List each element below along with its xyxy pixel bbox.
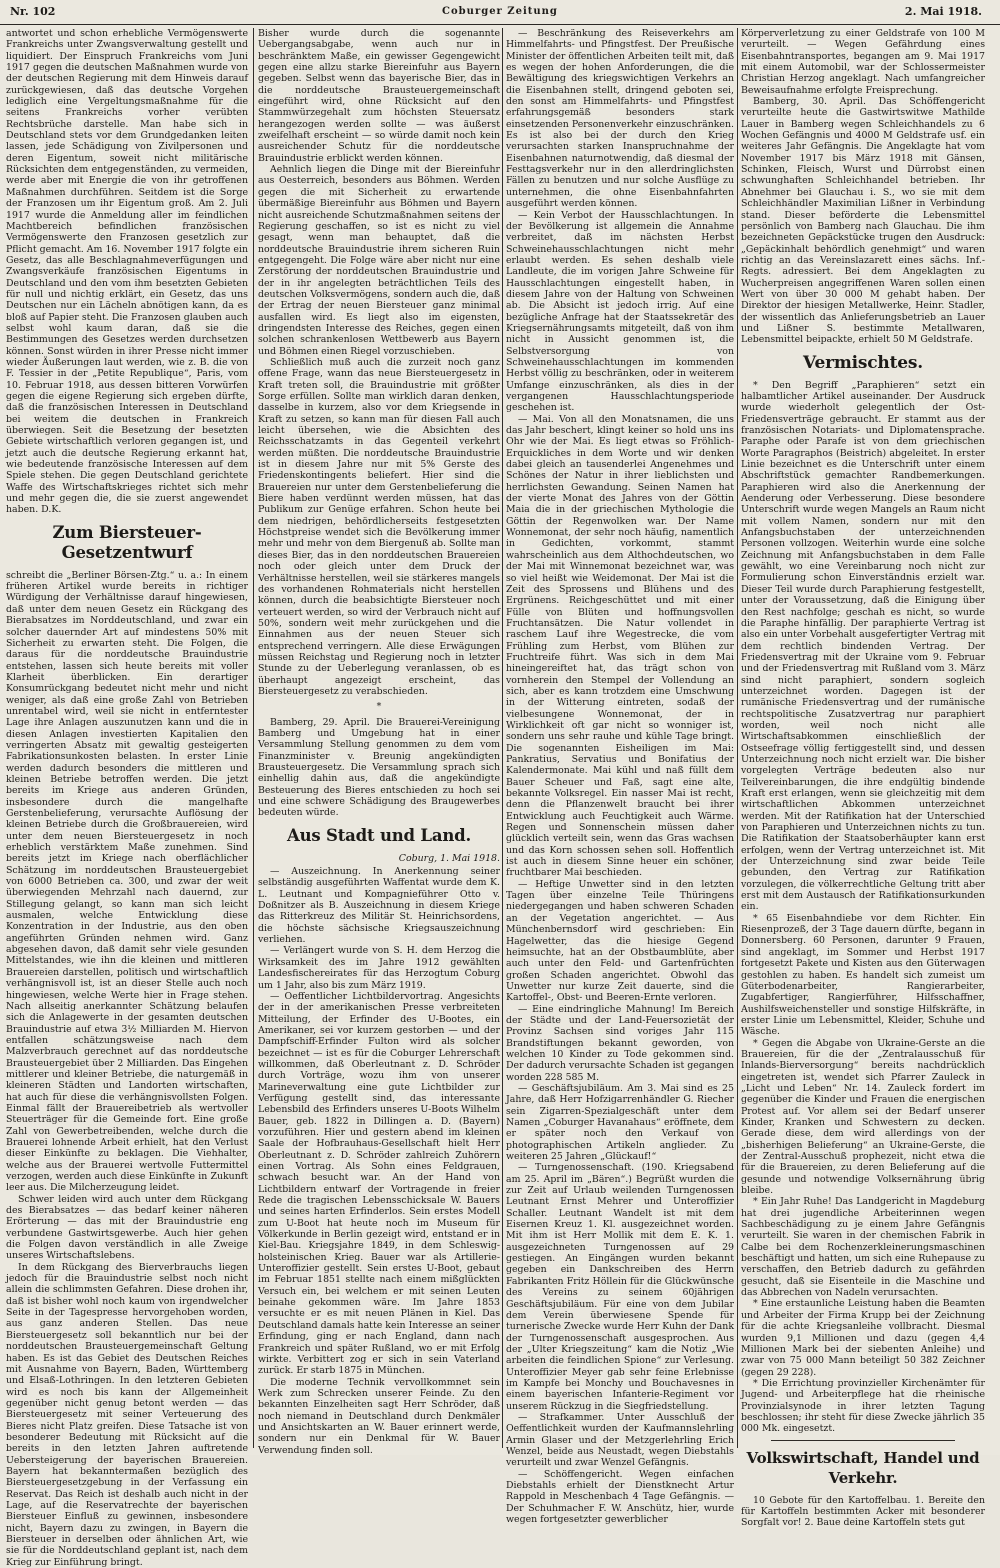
news-item: — Oeffentlicher Lichtbildervortrag. Angesichts der in der amerikanischen Presse verbreiteten Mitteilung, der Erfinder des U-Bootes, ein Amerikaner, sei vor kurzem gestorben — und der Dampfschiff-Erfinder Fulton wird als solcher bezeichnet — ist es für die Coburger Lehrerschaft willkommen, daß Oberleutnant z. D. Schröder durch Vorträge, wozu ihm von unserer Marineverwaltung eine gute Lichtbilder zur Verfügung gestellt sind, das interessante Lebensbild des Erfinders unseres U-Boots Wilhelm Bauer, geb. 1822 in Dillingen a. D. (Bayern) vorzuführen. Hier und gestern abend im kleinen Saale der Hofbrauhaus-Gesellschaft hielt Herr Oberleutnant z. D. Schröder zahlreich Zuhörern einen Vortrag. Als Sohn eines Feldgrauen, schwach besucht war. An der Hand von Lichtbildern entwarf der Vortragende in freier Rede die tragischen Lebensschicksale W. Bauers und seines harten Erfinderlos. Sein erstes Modell zum U-Boot hat heute noch im Museum für Völkerkunde in Berlin gezeigt wird, entstand er in Kiel-Bau. Kriegsjahre 1849, in dem Schleswig-holsteinischen Krieg. Bauer war als Artillerie-Unteroffizier gestellt. Sein erstes U-Boot, gebaut im Februar 1851 stellte nach einem mißglückten Versuch ein, bei welchem er mit seinen Leuten beinahe gekommen wäre. Im Jahre 1853 versuchte er es mit neuen Plänen in Kiel. Das Deutschland damals hatte kein Interesse an seiner Erfindung, ging er nach England, dann nach Frankreich und später Rußland, wo er mit Erfolg wirkte. Verbittert zog er sich in sein Vaterland zurück. Er starb 1875 in München.: [258, 990, 500, 1377]
column-3: [506, 28, 734, 1526]
news-item: * Die Errichtung provinzieller Kirchenämter für Jugend- und Arbeiterpflege hat die rheinische Provinzialsynode in ihrer letzten Tagung beschlossen; ihr steht für diese Zwecke jährlich 35 000 Mk. eingesetzt.: [741, 1377, 985, 1435]
article-paragraph: Bisher wurde durch die sogenannte Uebergangsabgabe, wenn auch nur in beschränktem Maße, ein gewisser Gegengewicht gegen eine allzu starke Biereinfuhr aus Bayern gegeben. Selbst wenn das bayerische Bier, das in die norddeutsche Brausteuergemeinschaft eingeführt wird, ohne Rücksicht auf den Stammwürzegehalt zum höchsten Steuersatz herangezogen werden sollte — was äußerst zweifelhaft erscheint — so würde damit noch kein ausreichender Schutz für die norddeutsche Brauindustrie erblickt werden können.: [258, 28, 500, 164]
issue-number: Nr. 102: [10, 5, 56, 18]
article-paragraph: Schließlich muß auch die zurzeit noch ganz offene Frage, wann das neue Biersteuergesetz in Kraft treten soll, die Brauindustrie mit größter Sorge erfüllen. Sollte man wirklich daran denken, dasselbe in kurzem, also vor dem Kriegsende in Kraft zu setzen, so kann man für diesen Fall auch leicht übersehen, wie die Absichten des Reichsschatzamts in das Gegenteil verkehrt werden müßten. Die norddeutsche Brauindustrie ist in diesem Jahre nur mit 5% Gerste des Friedenskontingents beliefert. Hier sind die Brauereien nur unter dem Gerstenbelieferung die Biere haben verdünnt werden müssen, hat das Publikum zur Genüge erfahren. Schon heute bei dem niedrigen, behördlicherseits festgesetzten Höchstpreise wendet sich die Bevölkerung immer mehr und mehr von dem Biergenuß ab. Sollte man dieses Bier, das in den norddeutschen Brauereien noch oder gleich unter dem Druck der Verhältnisse herstellen, weil sie stärkeres mangels des vorhandenen Rohmaterials nicht herstellen können, durch die beabsichtigte Biersteuer noch verteuert werden, so wird der Verbrauch nicht auf 50%, sondern weit mehr zurückgehen und die Einnahmen aus der neuen Steuer sich entsprechend verringern. Alle diese Erwägungen müssen Reichstag und Regierung noch in letzter Stunde zu der Ueberlegung veranlassen, ob es überhaupt angezeigt erscheint, das Biersteuergesetz zu verabschieden.: [258, 356, 500, 697]
section-heading: Aus Stadt und Land.: [286, 825, 471, 845]
news-item: — Beschränkung des Reiseverkehrs am Himmelfahrts- und Pfingstfest. Der Preußische Minister der öffentlichen Arbeiten teilt mit, daß es wegen der hohen Anforderungen, die die Bewältigung des kriegswichtigen Verkehrs an die Eisenbahnen stellt, dringend geboten sei, den sonst am Himmelfahrts- und Pfingstfest erfahrungsgemäß besonders stark einsetzenden Personenverkehr einzuschränken. Es ist also bei der durch den Krieg verursachten starken Inanspruchnahme der Eisenbahnen naturnotwendig, daß diesmal der Festtagsverkehr nur in den allerdringlichsten Fällen zu benutzen und nur solche Ausflüge zu unternehmen, die ohne Eisenbahnfahrten ausgeführt werden können.: [506, 28, 734, 210]
news-item: — Heftige Unwetter sind in den letzten Tagen über einzelne Teile Thüringens niedergegangen und haben schweren Schaden an der Vegetation angerichtet. — Aus Münchenbernsdorf wird geschrieben: Ein Hagelwetter, das die hiesige Gegend heimsuchte, hat an der Obstbaumblüte, aber auch unter den Feld- und Gartenfrüchten großen Schaden angerichtet. Obwohl das Unwetter nur kurze Zeit dauerte, sind die Kartoffel-, Obst- und Beeren-Ernte verloren.: [506, 878, 734, 1004]
news-item: Körperverletzung zu einer Geldstrafe von 100 M verurteilt. — Wegen Gefährdung eines Eisenbahntransportes, begangen am 9. Mai 1917 mit einem Automobil, war der Schlossermeister Christian Herzog angeklagt. Nach umfangreicher Beweisaufnahme erfolgte Freisprechung.: [741, 28, 985, 96]
column-1: [6, 28, 248, 1568]
column-rule: [253, 28, 254, 1448]
news-item: — Turngenossenschaft. (190. Kriegsabend am 25. April im „Bären“.) Begrüßt wurden die zur Zeit auf Urlaub weilenden Turngenossen Leutnant Ernst Mehrer und Unteroffizier Schaller. Leutnant Wandelt ist mit dem Eisernen Kreuz 1. Kl. ausgezeichnet worden. Mit ihm ist Herr Mollik mit dem E. K. 1. ausgezeichneten Turngenossen auf 29 gestiegen. An Eingängen wurden bekannt gegeben ein Dankschreiben des Herrn Fabrikanten Fritz Höllein für die Glückwünsche des Vereins zu seinem 60jährigen Geschäftsjubiläum. Für eine von dem Jubilar dem Verein überwiesene Spende für turnerische Zwecke wurde Herr Kuhn der Dank der Turngenossenschaft ausgesprochen. Aus der „Ulter Kriegszeitung“ kam die Notiz „Wie arbeiten die feindlichen Spione“ zur Verlesung. Unteroffizier Meyer gab sehr feine Erlebnisse im Kampfe bei Monchy und Bouchavesnes in einem bayerischen Infanterie-Regiment vor unserem Rückzug in die Siegfriedstellung.: [506, 1162, 734, 1412]
article-paragraph: antwortet und schon erhebliche Vermögenswerte Frankreichs unter Zwangsverwaltung gestellt und liquidiert. Der Einspruch Frankreichs vom Juni 1917 gegen die deutschen Maßnahmen wurde von der deutschen Regierung mit dem Hinweis darauf zurückgewiesen, daß das deutsche Vorgehen lediglich eine Vergeltungsmaßnahme für die seitens Frankreichs vorher verübten Rechtsbrüche darstelle. Man habe sich in Deutschland stets vor dem Grundgedanken leiten lassen, jede Schädigung von Zivilpersonen und deren Eigentum, soweit nicht militärische Rücksichten dem entgegenständen, zu vermeiden, werde aber mit Energie die von ihr getroffenen Maßnahmen durchführen. Seitdem ist die Sorge der Franzosen um ihr Eigentum groß. Am 2. Juli 1917 wurde die Anmeldung aller im feindlichen Machtbereich befindlichen französischen Vermögenswerte den Franzosen gesetzlich zur Pflicht gemacht. Am 16. November 1917 folgte ein Gesetz, das alle Beschlagnahmeverfügungen und Zwangsverkäufe französischen Eigentums in Deutschland und den vom ihm besetzten Gebieten für null und nichtig erklärt, ein Gesetz, das uns Deutschen nur ein Lächeln abnötigen kann, da es bloß auf Papier steht. Die Franzosen glauben auch selbst wohl kaum daran, daß sie die Bestimmungen des Gesetzes werden durchsetzen können. Sonst würden in ihrer Presse nicht immer wieder Äußerungen laut werden, wie z. B. die von F. Tessier in der „Petite Republique“, Paris, vom 10. Februar 1918, aus dessen bitteren Vorwürfen gegen die eigene Regierung sich ergeben dürfte, daß die französischen Interessen in Deutschland bei weitem die deutschen in Frankreich überwiegen. Seit die Besetzung der besetzten Gebiete wirtschaftlich verloren gegangen ist, und jetzt auch die deutsche Regierung erkannt hat, wie bedeutende französische Interessen auf dem Spiele stehen. Die gegen Deutschland gerichtete Waffe des Wirtschaftskrieges richtet sich mehr und mehr gegen die, die sie zuerst angewendet haben. D.K.: [6, 28, 248, 516]
news-item: Die moderne Technik vervollkommnet sein Werk zum Schrecken unserer Feinde. Zu den bekannten Einzelheiten sagt Herr Schröder, daß noch niemand in Deutschland durch Denkmäler und Ansichtskarten an W. Bauer erinnert werde, sondern nur ein Denkmal für W. Bauer Verwendung finden soll.: [258, 1376, 500, 1456]
news-item: — Kein Verbot der Hausschlachtungen. In der Bevölkerung ist allgemein die Annahme verbreitet, daß im nächsten Herbst Schweinehausschlachtungen nicht mehr erlaubt werden. Es sehen deshalb viele Landleute, die im vorigen Jahre Schweine für Hausschlachtungen eingestellt haben, in diesem Jahre von der Haltung von Schweinen ab. Die Absicht ist jedoch irrig. Auf eine bezügliche Anfrage hat der Staatssekretär des Kriegsernährungsamts mitgeteilt, daß von ihm nicht in Aussicht genommen ist, die Selbstversorgung von Schweinehausschlachtungen im kommenden Herbst völlig zu beschränken, oder in weiterem Umfange einzuschränken, als dies in der vergangenen Hausschlachtungsperiode geschehen ist.: [506, 209, 734, 414]
column-rule: [502, 28, 503, 1448]
masthead: [0, 0, 1000, 25]
news-item: * Gegen die Abgabe von Ukraine-Gerste an die Brauereien, für die der „Zentralausschuß für Inlands-Bierversorgung“ bereits nachdrücklich eingetreten ist, wendet sich Pfarrer Zauleck in „Licht und Leben“ Nr. 14. Zauleck fordert im gegenüber die Kinder und Frauen die energischen Protest auf. Vor allem sei der Bedarf unserer Kinder, Kranken und Schwestern zu decken. Gerade diese, dem wird allerdings von der „bisherhigen Belieferung“ an Ukraine-Gerste, die der Zentral-Ausschuß prophezeit, nicht etwa die für die Brauereien, zu deren Belieferung auf die gesunde und notwendige Volksernährung übrig bleibe.: [741, 1037, 985, 1197]
news-item: — Eine eindringliche Mahnung! Im Bereich der Städte und der Land-Feuersozietät der Provinz Sachsen sind voriges Jahr 115 Brandstiftungen bekannt geworden, von welchen 10 Kinder zu Tode gekommen sind. Der dadurch verursachte Schaden ist gegangen worden 228 585 M.: [506, 1003, 734, 1083]
news-item: — Schöffengericht. Wegen einfachen Diebstahls erhielt der Dienstknecht Artur Rappold in Meschenbach 4 Tage Gefängnis. — Der Schuhmacher F. W. Anschütz, hier, wurde wegen fortgesetzter gewerblicher: [506, 1468, 734, 1526]
news-item: * Den Begriff „Paraphieren“ setzt ein halbamtlicher Artikel auseinander. Der Ausdruck wurde wiederholt gelegentlich der Ost-Friedensverträge gebraucht. Er stammt aus der französischen Notariats- und Diplomatensprache. Paraphe oder Parafe ist von dem griechischen Worte Paragraphos (Beistrich) abgeleitet. In erster Linie bezeichnet es die Unterschrift unter einem Abschriftstück gemachter Randbemerkungen. Paraphieren wird also die Anerkennung der Aenderung oder Verbesserung. Diese besondere Unterschrift wurde wegen Mangels an Raum nicht mit vollem Namen, sondern nur mit den Anfangsbuchstaben der unterzeichnenden Personen vollzogen. Weiterhin wurde eine solche Zeichnung mit Anfangsbuchstaben in dem Falle gewählt, wo eine Vereinbarung noch nicht zur Formulierung schon Einverständnis erzielt war. Dieser Teil wurde durch Paraphierung festgestellt, unter der Voraussetzung, daß die Einigung über den Rest nachfolge; geschah es nicht, so wurde die Paraphe hinfällig. Der paraphierte Vertrag ist also ein unter Vorbehalt ausgefertigter Vertrag mit dem rechtlich bindenden Vertrag. Der Friedensvertrag mit der Ukraine vom 9. Februar und der Friedensvertrag mit Rußland vom 3. März sind nicht paraphiert, sondern sogleich unterzeichnet worden. Dagegen ist der rumänische Friedensvertrag und der rumänische rechtspolitische Zusatzvertrag nur paraphiert worden, weil noch nicht alle Wirtschaftsabkommen einschließlich der Ostseefrage völlig fertiggestellt sind, und dessen Unterzeichnung noch nicht erzielt war. Die bisher vorgelegten Verträge bedeuten also nur Teilvereinbarungen, die ihre endgültig bindende Kraft erst erlangen, wenn sie gleichzeitig mit dem wirtschaftlichen Abkommen unterzeichnet werden. Mit der Ratifikation hat der Unterschied von Paraphieren und Unterzeichnen nichts zu tun. Die Ratifikation der Staatsoberhäupter kann erst erfolgen, wenn der Vertrag unterzeichnet ist. Mit der Unterzeichnung sind zwar beide Teile gebunden, den Vertrag zur Ratifikation vorzulegen, die völkerrechtliche Geltung tritt aber erst mit dem Austausch der Ratifikationsurkunden ein.: [741, 379, 985, 913]
section-heading: Volkswirtschaft, Handel und Verkehr.: [746, 1448, 980, 1487]
section-heading: Vermischtes.: [803, 352, 923, 373]
column-2: [258, 28, 500, 1456]
divider: [771, 1440, 955, 1441]
news-item: — Mai. Von all den Monatsnamen, die uns das Jahr beschert, klingt keiner so hold uns ins Ohr wie der Mai. Es liegt etwas so Fröhlich-Erquickliches in dem Worte und wir denken dabei gleich an tausenderlei Angenehmes und Schönes der Natur in ihrer lieblichsten und herrlichsten Gewandung. Seinen Namen hat der vierte Monat des Jahres von der Göttin Maia die in der griechischen Mythologie die Göttin der Regenwolken war. Der Name Wonnemonat, der sehr noch häufig, namentlich in Gedichten, vorkommt, stammt wahrscheinlich aus dem Althochdeutschen, wo der Mai mit Winnemonat bezeichnet war, was so viel heißt wie Weidemonat. Der Mai ist die Zeit des Sprossens und Blühens und des Ergrünens. Reichgeschüttet und mit einer Fülle von Blüten und hoffnungsvollen Fruchtansätzen. Die Natur vollendet in raschem Lauf ihre Wegestrecke, die vom Frühling zum Herbst, vom Blühen zur Fruchtreife führt. Was sich in dem Mai hineingereiftet hat, das trägt schon von vornherein den Stempel der Vollendung an sich, aber es kann trotzdem eine Umschwung in der Witterung eintreten, sodaß der vielbesungene Wonnemonat, der in Wirklichkeit oft gar nicht so wonniger ist, sondern uns sehr rauhe und kühle Tage bringt. Die sogenannten Eisheiligen im Mai: Pankratius, Servatius und Bonifatius der Kalendermonate. Mai kühl und naß füllt dem Bauer Scheuer und Faß, sagt eine alte, bekannte Volksregel. Ein nasser Mai ist recht, denn die Pflanzenwelt braucht bei ihrer Entwicklung auch Feuchtigkeit auch Wärme. Regen und Sonnenschein müssen daher glücklich verteilt sein, wenn das Gras wachsen und das Korn schossen sehen soll. Hoffentlich ist auch in diesem Sinne heuer ein schöner, fruchtbarer Mai beschieden.: [506, 413, 734, 879]
column-4: [741, 28, 985, 1529]
separator-star: *: [376, 701, 382, 713]
article-paragraph: Schwer leiden wird auch unter dem Rückgang des Bierabsatzes — das bedarf keiner näheren Erörterung — das mit der Brauindustrie eng verbundene Gastwirtsgewerbe. Auch hier gehen die Folgen davon verständlich in alle Zweige unseres Wirtschaftslebens.: [6, 1193, 248, 1262]
issue-date: 2. Mai 1918.: [904, 5, 982, 18]
article-paragraph: Aehnlich liegen die Dinge mit der Biereinfuhr aus Oesterreich, besonders aus Böhmen. Werden gegen die mit Sicherheit zu erwartende übermäßige Biereinfuhr aus Böhmen und Bayern nicht ausreichende Schutzmaßnahmen seitens der Regierung geschaffen, so ist es nicht zu viel gesagt, wenn man behauptet, daß die norddeutsche Brauindustrie ihrem sicheren Ruin entgegengeht. Die Folge wäre aber nicht nur eine Zerstörung der norddeutschen Brauindustrie und der in ihr angelegten beträchtlichen Teils des deutschen Volksvermögens, sondern auch die, daß der Ertrag der neuen Biersteuer ganz minimal ausfallen wird. Es liegt also im eigensten, dringendsten Interesse des Reiches, gegen einen solchen schrankenlosen Wettbewerb aus Bayern und Böhmen einen Riegel vorzuschieben.: [258, 164, 500, 357]
news-item: * Eine erstaunliche Leistung haben die Beamten und Arbeiter der Firma Krupp bei der Zeichnung für die achte Kriegsanleihe vollbracht. Diesmal wurden 9,1 Millionen und dazu (gegen 4,4 Millionen Mark bei der siebenten Anleihe) und zwar von 75 000 Mann beteiligt 50 382 Zeichner (gegen 29 228).: [741, 1298, 985, 1378]
news-item: — Strafkammer. Unter Ausschluß der Oeffentlichkeit wurden der Kaufmannslehrling Armin Glaser und der Metzgerlehrling Erich Wenzel, beide aus Neustadt, wegen Diebstahls verurteilt und zwar Wenzel Gefängnis.: [506, 1411, 734, 1469]
news-item: * 65 Eisenbahndiebe vor dem Richter. Ein Riesenprozeß, der 3 Tage dauern dürfte, begann in Donnersberg. 60 Personen, darunter 9 Frauen, sind angeklagt, im Sommer und Herbst 1917 fortgesetzt Pakete und Kisten aus den Güterwagen gestohlen zu haben. Es handelt sich zumeist um Güterbodenarbeiter, Rangierarbeiter, Zugabfertiger, Rangierführer, Hilfsschaffner, Aushilfsweichensteller und sonstige Hilfskräfte, in erster Linie um Lebensmittel, Kleider, Schuhe und Wäsche.: [741, 912, 985, 1038]
article-paragraph: In dem Rückgang des Bierverbrauchs liegen jedoch für die Brauindustrie selbst noch nicht allein die schlimmsten Gefahren. Diese drohen ihr, daß ist bisher wohl noch kaum von irgendwelcher Seite in der Tagespresse hervorgehoben worden, aus ganz anderen Stellen. Das neue Biersteuergesetz soll bekanntlich nur bei der norddeutschen Brausteuergemeinschaft Geltung haben. Es ist das Gebiet des Deutschen Reiches mit Ausnahme von Bayern, Baden, Württemberg und Elsaß-Lothringen. In den letzteren Gebieten wird es noch bis kann der Allgemeinheit gegenüber nicht genug betont werden — das Biersteuergesetz mit seiner Verteuerung des Bieres nicht Platz greifen. Diese Tatsache ist von besonderer Bedeutung mit Rücksicht auf die bereits in den letzten Jahren auftretende Uebersteigerung der bayerischen Brauereien. Bayern hat bekanntermaßen bezüglich des Biersteuergesetzgebung in der Verfassung ein Reservat. Das Reich ist deshalb auch nicht in der Lage, auf die Reservatrechte der bayerischen Biersteuer Einfluß zu gewinnen, insbesondere nicht, Bayern dazu zu zwingen, in Bayern die Biersteuer in derselben oder ähnlichen Art, wie sie für die Norddeutschland geplant ist, nach dem Krieg zur Einführung bringt.: [6, 1261, 248, 1568]
news-item: — Auszeichnung. In Anerkennung seiner selbständig ausgeführten Waffentat wurde dem K. L. Leutnant und Kompagnieführer Otto v. Doßnitzer als B. Auszeichnung in diesem Kriege das Ritterkreuz des Militär St. Heinrichsordens, die höchste sächsische Kriegsauszeichnung verliehen.: [258, 866, 500, 946]
column-rule: [737, 28, 738, 1448]
news-item: 10 Gebote für den Kartoffelbau. 1. Bereite den für Kartoffeln bestimmten Acker mit besonderer Sorgfalt vor! 2. Baue deine Kartoffeln stets gut: [741, 1494, 985, 1529]
dateline: Coburg, 1. Mai 1918.: [398, 852, 500, 864]
news-item: * Ein Jahr Ruhe! Das Landgericht in Magdeburg hat drei jugendliche Arbeiterinnen wegen Sachbeschädigung zu je einem Jahre Gefängnis verurteilt. Sie waren in der chemischen Fabrik in Calbe bei dem Rochenzerkleinerungsmaschinen beschäftigt und hatten, um sich eine Ruhepause zu verschaffen, den Betrieb dadurch zu gefährden gesucht, daß sie Eisenteile in die Maschine und das Abbrechen von Nadeln verursachten.: [741, 1196, 985, 1299]
article-paragraph: Bamberg, 29. April. Die Brauerei-Vereinigung Bamberg und Umgebung hat in einer Versammlung Stellung genommen zu dem vom Finanzminister v. Breunig angekündigten Brausteuergesetz. Die Versammlung sprach sich einhellig dahin aus, daß die angekündigte Besteuerung des Bieres entschieden zu hoch sei und eine schwere Schädigung des Braugewerbes bedeuten würde.: [258, 716, 500, 819]
news-item: — Geschäftsjubiläum. Am 3. Mai sind es 25 Jahre, daß Herr Hofzigarrenhändler G. Riecher sein Zigarren-Spezialgeschäft unter dem Namen „Coburger Havanahaus“ eröffnete, dem er später noch den Verkauf von photographischen Artikeln anglieder. Zu weiteren 25 Jahren „Glückauf!“: [506, 1082, 734, 1163]
article-paragraph: schreibt die „Berliner Börsen-Ztg.“ u. a.: In einem früheren Artikel wurde bereits in richtiger Würdigung der Verhältnisse darauf hingewiesen, daß unter dem neuen Gesetz ein Rückgang des Bierabsatzes im Norddeutschland, und zwar ein solcher dauernder Art auf mindestens 50% mit Sicherheit zu erwarten steht. Die Folgen, die daraus für die norddeutsche Brauindustrie entstehen, lassen sich heute bereits mit voller Klarheit überblicken. Ein derartiger Konsumrückgang bedeutet nicht mehr und nicht weniger, als daß eine große Zahl von Betrieben unrentabel wird, weil sie nicht in entferntester Lage ihre Anlagen auszunutzen kann und die in diesen Anlagen investierten Kapitalien den verringerten Absatz mit gewaltig gesteigerten Fabrikationsunkosten belasten. In erster Linie werden dadurch besonders die mittleren und kleinen Betriebe betroffen werden. Die jetzt bereits im Kriege aus anderen Gründen, insbesondere durch die mangelhafte Gerstenbelieferung, verursachte Auflösung der kleinen Betriebe durch die Großbrauereien, wird unter dem neuen Biersteuergesetz in noch erheblich verstärktem Maße zunehmen. Sind bereits jetzt im Kriege nach oberflächlicher Schätzung im norddeutschen Brausteuergebiet von 6000 Betrieben ca. 300, und zwar der weit überwiegenden Mehrzahl nach dauernd, zur Stillegung gelangt, so kann man sich leicht ausmalen, welche Entwicklung diese Konzentration in der Industrie, aus den oben angeführten Gründen nehmen wird. Ganz abgesehen davon, daß damit sehr viele gesunden Mittelstandes, wie ihn die kleinen und mittleren Brauereien darstellen, politisch und wirtschaftlich verhängnisvoll ist, ist an dieser Stelle auch noch hingewiesen, welche Werte hier in Frage stehen. Nach allseitig anerkannter Schätzung belaufen sich die Anlagewerte in der gesamten deutschen Brauindustrie auf etwa 3½ Milliarden M. Hiervon entfallen schätzungsweise nach dem Malzverbrauch gerechnet auf das norddeutsche Brausteuergebiet über 2 Milliarden. Das Eingehen mittlerer und kleiner Betriebe, die naturgemäß in kleineren Städten und Landorten wirtschaften, hat auch für diese die verhängnisvollsten Folgen. Einmal fällt der Brauereibetrieb als wertvoller Steuerträger für die Gemeinde fort. Eine große Zahl von Gewerbetreibenden, welche durch die Brauerei lohnende Arbeit erhielt, hat den Verlust dieser Einkünfte zu beklagen. Die Viehhalter, welche aus der Brauerei wertvolle Futtermittel verzogen, werden auch diese Einkünfte in Zukunft leer aus. Die Milcherzeugung leidet.: [6, 569, 248, 1194]
news-item: Bamberg, 30. April. Das Schöffengericht verurteilte heute die Gastwirtswitwe Mathilde Lauer in Bamberg wegen Schleichhandels zu 6 Wochen Gefängnis und 4000 M Geldstrafe usf. ein weiteres Jahr Gefängnis. Die Angeklagte hat vom November 1917 bis März 1918 mit Gänsen, Schinken, Fleisch, Wurst und Dürrobst einen schwunghaften Schleichhandel betrieben. Ihr Abnehmer bei Glauchau i. S., wo sie mit dem Schleichhändler Maximilian Lißner in Verbindung stand. Dieser beförderte die Lebensmittel persönlich von Bamberg nach Glauchau. Die ihm bezeichneten Gepäckstücke trugen den Ausdruck: „Gepäckinhalt behördlich genehmigt“ und waren richtig an das Vereinslazarett eines sächs. Inf.-Regts. adressiert. Bei dem Angeklagten zu Wucherpreisen angegriffenen Waren sollen einen Wert von über 30 000 M gehabt haben. Der Direktor der hiesigen Metallwerke, Heinr. Stadler, der wissentlich das Anlieferungsbetrieb an Lauer und Lißner S. bestimmte Metallwaren, Lebensmittel beipackte, erhielt 50 M Geldstrafe.: [741, 96, 985, 346]
newspaper-title: Coburger Zeitung: [442, 6, 558, 17]
news-item: — Verlängert wurde von S. H. dem Herzog die Wirksamkeit des im Jahre 1912 gewählten Landesfischereirates für das Herzogtum Coburg um 1 Jahr, also bis zum März 1919.: [258, 945, 500, 991]
article-heading: Zum Biersteuer-Gesetzentwurf: [52, 522, 202, 562]
